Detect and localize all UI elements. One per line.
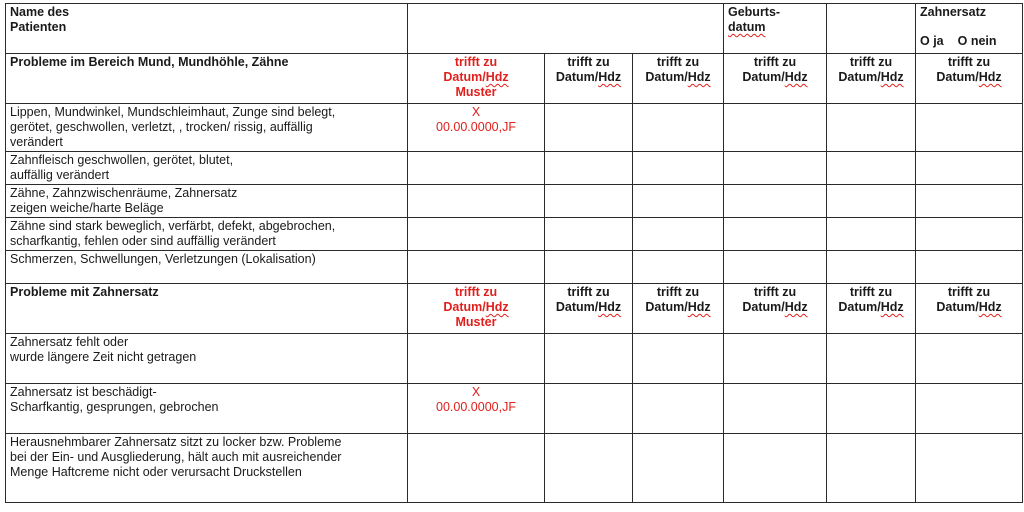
section2-header-row xyxy=(6,284,1023,334)
entry-cell[interactable] xyxy=(916,384,1023,434)
problem-text-line: scharfkantig, fehlen oder sind auffällig verändert xyxy=(10,234,276,248)
entry-cell[interactable] xyxy=(545,434,633,503)
header-datum: Datum/ xyxy=(645,70,688,84)
date-column-header xyxy=(916,284,1023,334)
entry-cell[interactable] xyxy=(724,251,827,284)
entry-cell[interactable] xyxy=(916,334,1023,384)
header-hdz: Hdz xyxy=(880,300,904,314)
sample-header-muster: Muster xyxy=(455,315,497,329)
entry-cell[interactable] xyxy=(827,152,916,185)
problem-description xyxy=(6,104,408,152)
header-datum: Datum/ xyxy=(555,300,599,314)
entry-cell[interactable] xyxy=(633,434,724,503)
header-datum: Datum/ xyxy=(742,70,785,84)
entry-cell[interactable] xyxy=(633,152,724,185)
header-hdz: Hdz xyxy=(598,70,622,84)
problem-text-line: auffällig verändert xyxy=(10,168,110,182)
entry-cell[interactable] xyxy=(827,434,916,503)
entry-cell[interactable] xyxy=(633,104,724,152)
entry-cell[interactable] xyxy=(545,218,633,251)
entry-cell[interactable] xyxy=(916,218,1023,251)
birth-date-field[interactable] xyxy=(827,4,916,54)
header-datum: Datum/ xyxy=(555,70,599,84)
patient-name-field[interactable] xyxy=(408,4,724,54)
sample-entry-cell[interactable] xyxy=(408,152,545,185)
problem-text-line: Zahnfleisch geschwollen, gerötet, blutet, xyxy=(10,153,234,167)
section1-title: Probleme im Bereich Mund, Mundhöhle, Zähne xyxy=(6,54,408,104)
checkmark-x: X xyxy=(471,385,481,399)
problem-text-line: Zahnersatz ist beschädigt- xyxy=(10,385,157,399)
entry-cell[interactable] xyxy=(827,218,916,251)
header-hdz: Hdz xyxy=(687,300,711,314)
birth-date-label xyxy=(724,4,827,54)
dentures-option-yes[interactable]: O ja xyxy=(920,34,944,48)
entry-cell[interactable] xyxy=(724,434,827,503)
header-hdz: Hdz xyxy=(784,300,808,314)
problem-row xyxy=(6,251,1023,284)
date-column-header xyxy=(827,284,916,334)
date-column-header xyxy=(633,284,724,334)
header-hdz: Hdz xyxy=(978,300,1002,314)
header-trifft: trifft zu xyxy=(947,55,991,69)
sample-column-header xyxy=(408,284,545,334)
entry-cell[interactable] xyxy=(916,434,1023,503)
entry-cell[interactable] xyxy=(916,152,1023,185)
header-hdz: Hdz xyxy=(784,70,808,84)
header-trifft: trifft zu xyxy=(567,285,610,299)
entry-cell[interactable] xyxy=(633,384,724,434)
problem-description xyxy=(6,152,408,185)
problem-row xyxy=(6,434,1023,503)
birth-date-label-line1: Geburts- xyxy=(728,5,781,19)
problem-row xyxy=(6,384,1023,434)
sample-date-entry: 00.00.0000,JF xyxy=(436,120,516,134)
problem-text-line: Zähne sind stark beweglich, verfärbt, defekt, abgebrochen, xyxy=(10,219,336,233)
header-trifft: trifft zu xyxy=(947,285,991,299)
entry-cell[interactable] xyxy=(724,334,827,384)
sample-column-header xyxy=(408,54,545,104)
patient-header-row xyxy=(6,4,1023,54)
sample-entry-cell[interactable] xyxy=(408,251,545,284)
date-column-header xyxy=(724,284,827,334)
sample-entry-cell[interactable] xyxy=(408,434,545,503)
entry-cell[interactable] xyxy=(724,185,827,218)
problem-text-line: Schmerzen, Schwellungen, Verletzungen (Lokalisation) xyxy=(10,252,316,266)
entry-cell[interactable] xyxy=(916,251,1023,284)
header-trifft: trifft zu xyxy=(753,285,797,299)
problem-row xyxy=(6,104,1023,152)
entry-cell[interactable] xyxy=(916,104,1023,152)
header-trifft: trifft zu xyxy=(849,55,893,69)
problem-row xyxy=(6,185,1023,218)
entry-cell[interactable] xyxy=(724,104,827,152)
sample-header-trifft: trifft zu xyxy=(454,285,498,299)
date-column-header xyxy=(724,54,827,104)
sample-header-muster: Muster xyxy=(455,85,497,99)
header-hdz: Hdz xyxy=(978,70,1002,84)
patient-name-label-line2: Patienten xyxy=(10,20,67,34)
entry-cell[interactable] xyxy=(545,334,633,384)
header-datum: Datum/ xyxy=(742,300,785,314)
section1-header-row xyxy=(6,54,1023,104)
problem-text-line: gerötet, geschwollen, verletzt, , trocken/ rissig, auffällig xyxy=(10,120,313,134)
sample-entry-cell[interactable] xyxy=(408,218,545,251)
problem-text-line: bei der Ein- und Ausgliederung, hält auch mit ausreichender xyxy=(10,450,342,464)
header-trifft: trifft zu xyxy=(567,55,610,69)
header-datum: Datum/ xyxy=(838,70,881,84)
header-trifft: trifft zu xyxy=(753,55,797,69)
problem-description xyxy=(6,434,408,503)
problem-row xyxy=(6,218,1023,251)
entry-cell[interactable] xyxy=(827,251,916,284)
sample-entry-cell[interactable] xyxy=(408,334,545,384)
problem-description xyxy=(6,185,408,218)
problem-text-line: Zahnersatz fehlt oder xyxy=(10,335,129,349)
sample-header-hdz: Hdz xyxy=(485,300,509,314)
problem-text-line: Menge Haftcreme nicht oder verursacht Druckstellen xyxy=(10,465,302,479)
header-hdz: Hdz xyxy=(687,70,711,84)
entry-cell[interactable] xyxy=(545,384,633,434)
date-column-header xyxy=(827,54,916,104)
header-trifft: trifft zu xyxy=(656,285,700,299)
entry-cell[interactable] xyxy=(827,384,916,434)
header-trifft: trifft zu xyxy=(656,55,700,69)
entry-cell[interactable] xyxy=(827,104,916,152)
sample-header-trifft: trifft zu xyxy=(454,55,498,69)
sample-entry-cell[interactable] xyxy=(408,104,545,152)
entry-cell[interactable] xyxy=(724,152,827,185)
problem-text-line: zeigen weiche/harte Beläge xyxy=(10,201,164,215)
dentures-cell xyxy=(916,4,1023,54)
header-datum: Datum/ xyxy=(936,300,979,314)
entry-cell[interactable] xyxy=(827,185,916,218)
entry-cell[interactable] xyxy=(545,251,633,284)
sample-header-hdz: Hdz xyxy=(485,70,509,84)
entry-cell[interactable] xyxy=(633,185,724,218)
entry-cell[interactable] xyxy=(545,152,633,185)
problem-text-line: Lippen, Mundwinkel, Mundschleimhaut, Zunge sind belegt, xyxy=(10,105,336,119)
entry-cell[interactable] xyxy=(633,334,724,384)
header-hdz: Hdz xyxy=(880,70,904,84)
problem-description xyxy=(6,251,408,284)
sample-entry-cell[interactable] xyxy=(408,185,545,218)
patient-name-label-line1: Name des xyxy=(10,5,70,19)
entry-cell[interactable] xyxy=(633,251,724,284)
entry-cell[interactable] xyxy=(724,218,827,251)
problem-text-line: verändert xyxy=(10,135,63,149)
header-datum: Datum/ xyxy=(936,70,979,84)
patient-name-label xyxy=(6,4,408,54)
header-trifft: trifft zu xyxy=(849,285,893,299)
problem-text-line: Scharfkantig, gesprungen, gebrochen xyxy=(10,400,219,414)
problem-row xyxy=(6,152,1023,185)
dentures-option-no[interactable]: O nein xyxy=(957,34,997,48)
header-datum: Datum/ xyxy=(838,300,881,314)
header-datum: Datum/ xyxy=(645,300,688,314)
entry-cell[interactable] xyxy=(724,384,827,434)
date-column-header xyxy=(545,284,633,334)
oral-care-assessment-table xyxy=(5,3,1023,503)
birth-date-label-line2: datum xyxy=(728,20,766,34)
entry-cell[interactable] xyxy=(545,104,633,152)
entry-cell[interactable] xyxy=(633,218,724,251)
problem-text-line: Zähne, Zahnzwischenräume, Zahnersatz xyxy=(10,186,238,200)
section2-title: Probleme mit Zahnersatz xyxy=(6,284,408,334)
date-column-header xyxy=(545,54,633,104)
entry-cell[interactable] xyxy=(916,185,1023,218)
dentures-label: Zahnersatz xyxy=(920,5,986,19)
checkmark-x: X xyxy=(471,105,481,119)
sample-header-datum: Datum/ xyxy=(443,300,486,314)
problem-description xyxy=(6,384,408,434)
sample-entry-cell[interactable] xyxy=(408,384,545,434)
entry-cell[interactable] xyxy=(545,185,633,218)
problem-text-line: Herausnehmbarer Zahnersatz sitzt zu locker bzw. Probleme xyxy=(10,435,342,449)
problem-description xyxy=(6,218,408,251)
entry-cell[interactable] xyxy=(827,334,916,384)
date-column-header xyxy=(633,54,724,104)
header-hdz: Hdz xyxy=(598,300,622,314)
sample-header-datum: Datum/ xyxy=(443,70,486,84)
date-column-header xyxy=(916,54,1023,104)
problem-description xyxy=(6,334,408,384)
problem-row xyxy=(6,334,1023,384)
problem-text-line: wurde längere Zeit nicht getragen xyxy=(10,350,197,364)
sample-date-entry: 00.00.0000,JF xyxy=(436,400,516,414)
